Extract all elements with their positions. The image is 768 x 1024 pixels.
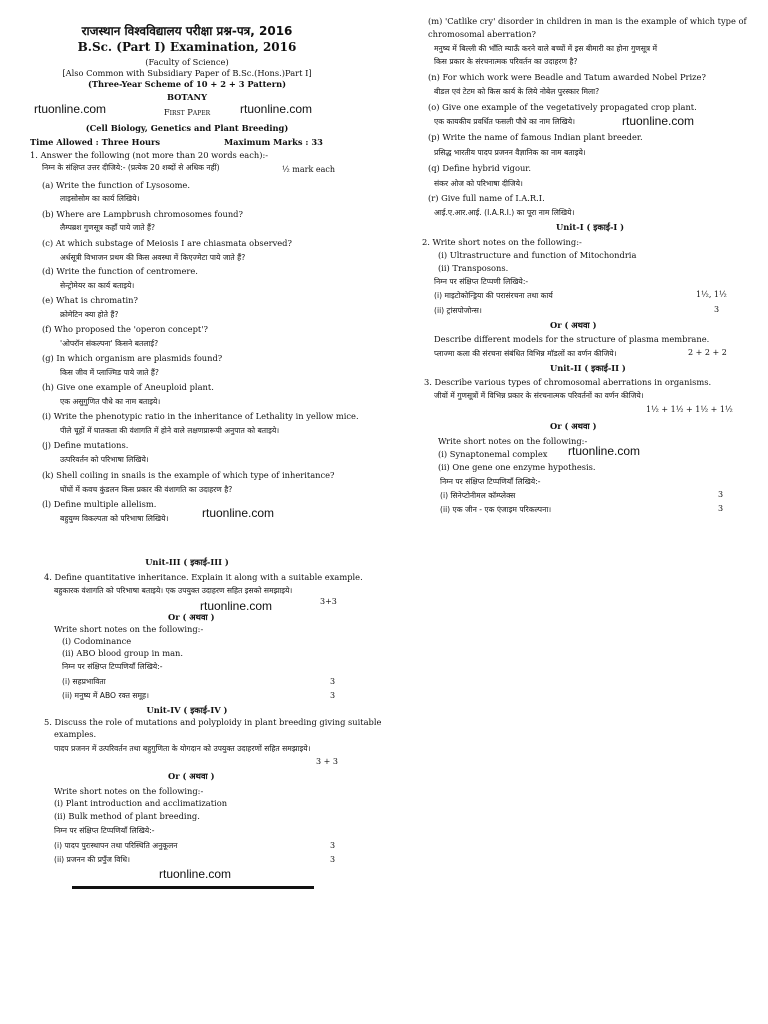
- q1-item-en: (g) In which organism are plasmids found?: [42, 353, 223, 363]
- q1-item-en: (d) Write the function of centromere.: [42, 266, 198, 276]
- unit4-heading: Unit-IV ( इकाई-IV ): [146, 705, 228, 715]
- q1-item-en: (f) Who proposed the 'operon concept'?: [42, 324, 208, 334]
- q1-intro-hindi: निम्न के संक्षिप्त उत्तर दीजिये:- (प्रत्येक 20 शब्दों से अधिक नहीं): [42, 163, 220, 172]
- maximum-marks: Maximum Marks : 33: [224, 137, 323, 147]
- q1-mark: ½ mark each: [282, 165, 336, 174]
- unit1-heading: Unit-I ( इकाई-I ): [556, 222, 625, 232]
- unit3-note-ii-hindi: (ii) मनुष्य में ABO रक्त समूह।: [62, 691, 149, 700]
- q2-text: 2. Write short notes on the following:-: [422, 237, 582, 247]
- watermark: rtuonline.com: [202, 506, 275, 520]
- q1-item-hi: किस जीव में प्लाज्मिड पाये जाते हैं?: [60, 368, 159, 377]
- unit1-notes-hindi: निम्न पर संक्षिप्त टिप्पणी लिखिये:-: [434, 277, 529, 286]
- unit2-or: Or ( अथवा ): [550, 421, 597, 431]
- unit1-note-i: (i) Ultrastructure and function of Mitochondria: [438, 250, 637, 260]
- unit3-heading: Unit-III ( इकाई-III ): [145, 557, 229, 567]
- unit1-alt-marks: 2 + 2 + 2: [688, 348, 727, 357]
- q1-item-hi: उत्परिवर्तन को परिभाषा लिखिये।: [60, 455, 149, 464]
- q1-item-hi: सेन्ट्रोमेयर का कार्य बताइये।: [60, 281, 135, 290]
- common-with-line: [Also Common with Subsidiary Paper of B.Sc.(Hons.)Part I]: [62, 68, 312, 78]
- unit1-or: Or ( अथवा ): [550, 320, 597, 330]
- unit1-mark-ii: 3: [714, 305, 720, 314]
- q1-item-hi: पीले चूहों में घातकता की वंशागति में होने वाले लक्षणप्रारूपी अनुपात को बताइये।: [60, 426, 280, 435]
- q5-text-hindi: पादप प्रजनन में उत्परिवर्तन तथा बहुगुणिता के योगदान को उपयुक्त उदाहरणों सहित समझाइये।: [54, 744, 311, 753]
- q3-marks: 1½ + 1½ + 1½ + 1½: [646, 405, 733, 414]
- paper-number: First Paper: [163, 107, 211, 117]
- unit4-note-i: (i) Plant introduction and acclimatization: [54, 798, 228, 808]
- q1-item-en: (i) Write the phenotypic ratio in the inheritance of Lethality in yellow mice.: [42, 411, 359, 421]
- unit3-notes-hindi: निम्न पर संक्षिप्त टिप्पणियाँ लिखिये:-: [62, 662, 163, 671]
- q4-text: 4. Define quantitative inheritance. Explain it along with a suitable example.: [44, 572, 363, 582]
- q1-item-en: (l) Define multiple allelism.: [42, 499, 157, 509]
- subject-name: BOTANY: [166, 92, 208, 102]
- end-rule: [72, 886, 314, 889]
- q1-item-hi: मनुष्य में बिल्ली की भाँति म्याऊँ करने वाले बच्चों में इस बीमारी का होना गुणसूत्र में: [434, 44, 658, 53]
- q5-text: 5. Discuss the role of mutations and polyploidy in plant breeding giving suitable: [44, 717, 382, 727]
- q5-marks: 3 + 3: [316, 757, 338, 766]
- unit1-mark-i: 1½, 1½: [696, 290, 727, 299]
- unit4-mark-i: 3: [330, 841, 336, 850]
- unit4-mark-ii: 3: [330, 855, 336, 864]
- q1-item-hi: किस प्रकार के संरचनात्मक परिवर्तन का उदाहरण है?: [434, 57, 578, 66]
- q1-item-en: (q) Define hybrid vigour.: [428, 163, 532, 173]
- q1-item-hi: बहुयुग्म विकल्पता को परिभाषा लिखिये।: [60, 514, 169, 523]
- unit2-notes: Write short notes on the following:-: [438, 436, 588, 446]
- unit3-note-ii: (ii) ABO blood group in man.: [62, 648, 183, 658]
- q1-item-hi: एक कायकीय प्रवर्धित फसली पौधे का नाम लिखिये।: [434, 117, 575, 126]
- unit3-or: Or ( अथवा ): [168, 612, 215, 622]
- q1-item-en: (k) Shell coiling in snails is the example of which type of inheritance?: [42, 470, 335, 480]
- unit3-mark-i: 3: [330, 677, 336, 686]
- q1-item-en: (e) What is chromatin?: [42, 295, 138, 305]
- q1-item-en: (c) At which substage of Meiosis I are chiasmata observed?: [42, 238, 292, 248]
- watermark: rtuonline.com: [159, 867, 232, 881]
- time-allowed: Time Allowed : Three Hours: [30, 137, 161, 147]
- q3-text-hindi: जीवों में गुणसूत्रों में विभिन्न प्रकार के संरचनात्मक परिवर्तनों का वर्णन कीजिये।: [434, 391, 644, 400]
- q4-marks: 3+3: [320, 597, 337, 606]
- faculty-line: (Faculty of Science): [145, 57, 229, 67]
- unit3-note-i-hindi: (i) सहप्रभाविता: [62, 677, 106, 686]
- unit1-note-i-hindi: (i) माइटोकोन्ड्रिया की परासंरचना तथा कार्य: [434, 291, 553, 300]
- unit3-notes: Write short notes on the following:-: [54, 624, 204, 634]
- q1-item-en: (p) Write the name of famous Indian plant breeder.: [428, 132, 643, 142]
- q1-item-hi: अर्धसूत्री विभाजन प्रथम की किस अवस्था में किएज्मेटा पाये जाते हैं?: [60, 253, 246, 262]
- q1-item-hi: आई.ए.आर.आई. (I.A.R.I.) का पूरा नाम लिखिये।: [434, 208, 575, 217]
- unit1-alt-question-hindi: प्लाज्मा कला की संरचना संबंधित विभिन्न मॉडलों का वर्णन कीजिये।: [434, 349, 617, 358]
- unit4-notes: Write short notes on the following:-: [54, 786, 204, 796]
- q1-item-hi: एक असुगुणित पौधे का नाम बताइये।: [60, 397, 161, 406]
- q1-item-hi: घोंघों में कवच कुंडलन किस प्रकार की वंशागति का उदाहरण है?: [60, 485, 233, 494]
- q1-item-en: (a) Write the function of Lysosome.: [42, 180, 190, 190]
- unit1-note-ii: (ii) Transposons.: [438, 263, 509, 273]
- watermark: rtuonline.com: [200, 599, 273, 613]
- unit1-note-ii-hindi: (ii) ट्रांसपोजोन्स।: [434, 306, 482, 315]
- watermark: rtuonline.com: [568, 444, 641, 458]
- q1-item-en: (r) Give full name of I.A.R.I.: [428, 193, 545, 203]
- paper-title: (Cell Biology, Genetics and Plant Breeding): [85, 123, 289, 133]
- q1-item-hi: लैम्पब्रश गुणसूत्र कहाँ पाये जाते हैं?: [60, 223, 156, 232]
- q1-item-en: (j) Define mutations.: [42, 440, 129, 450]
- unit2-note-ii-hindi: (ii) एक जीन - एक एंजाइम परिकल्पना।: [440, 505, 552, 514]
- q3-text: 3. Describe various types of chromosomal aberrations in organisms.: [424, 377, 712, 387]
- unit2-note-i-hindi: (i) सिनेप्टोनीमल कॉम्प्लेक्स: [440, 491, 516, 500]
- unit1-alt-question: Describe different models for the structure of plasma membrane.: [434, 334, 710, 344]
- watermark: rtuonline.com: [240, 102, 313, 116]
- q1-item-en: (m) 'Catlike cry' disorder in children in man is the example of which type of: [428, 16, 747, 26]
- unit2-note-ii: (ii) One gene one enzyme hypothesis.: [438, 462, 596, 472]
- unit4-note-i-hindi: (i) पादप पुरःस्थापन तथा परिस्थिति अनुकूलन: [54, 841, 178, 850]
- unit2-note-i: (i) Synaptonemal complex: [438, 449, 548, 459]
- q1-item-hi: प्रसिद्ध भारतीय पादप प्रजनन वैज्ञानिक का नाम बताइये।: [434, 148, 586, 157]
- exam-title: B.Sc. (Part I) Examination, 2016: [77, 40, 297, 54]
- watermark: rtuonline.com: [622, 114, 695, 128]
- unit4-notes-hindi: निम्न पर संक्षिप्त टिप्पणियाँ लिखिये:-: [54, 826, 155, 835]
- q1-item-hi: लाइसोसोम का कार्य लिखिये।: [60, 194, 140, 203]
- unit4-or: Or ( अथवा ): [168, 771, 215, 781]
- unit4-note-ii-hindi: (ii) प्रजनन की प्रपुँज विधि।: [54, 855, 130, 864]
- unit2-mark-i: 3: [718, 490, 724, 499]
- q1-item-en: (o) Give one example of the vegetatively propagated crop plant.: [428, 102, 697, 112]
- unit2-notes-hindi: निम्न पर संक्षिप्त टिप्पणियाँ लिखिये:-: [440, 477, 541, 486]
- q1-intro: 1. Answer the following (not more than 20 words each):-: [30, 150, 269, 160]
- q1-item-en: (n) For which work were Beadle and Tatum awarded Nobel Prize?: [428, 72, 706, 82]
- watermark: rtuonline.com: [34, 102, 107, 116]
- q5-text-cont: examples.: [54, 729, 97, 739]
- q1-item-hi: बीडल एवं टेटम को किस कार्य के लिये नोबेल पुरस्कार मिला?: [434, 87, 600, 96]
- q1-item-hi: क्रोमेटिन क्या होते हैं?: [60, 310, 119, 319]
- q1-item-en: (b) Where are Lampbrush chromosomes found?: [42, 209, 243, 219]
- unit3-note-i: (i) Codominance: [62, 636, 132, 646]
- unit3-mark-ii: 3: [330, 691, 336, 700]
- q4-text-hindi: बहुकारक वंशागति को परिभाषा बताइये। एक उपयुक्त उदाहरण सहित इसको समझाइये।: [54, 586, 293, 595]
- q1-item-en: chromosomal aberration?: [428, 29, 536, 39]
- q1-item-hi: संकर ओज को परिभाषा दीजिये।: [434, 179, 523, 188]
- unit4-note-ii: (ii) Bulk method of plant breeding.: [54, 811, 200, 821]
- unit2-heading: Unit-II ( इकाई-II ): [550, 363, 626, 373]
- unit2-mark-ii: 3: [718, 504, 724, 513]
- q1-item-hi: 'ओपरॉन संकल्पना' किसने बतलाई?: [60, 339, 159, 348]
- scheme-line: (Three-Year Scheme of 10 + 2 + 3 Pattern): [87, 79, 287, 89]
- hindi-exam-title: राजस्थान विश्वविद्यालय परीक्षा प्रश्न-पत्र, 2016: [81, 24, 293, 38]
- q1-item-en: (h) Give one example of Aneuploid plant.: [42, 382, 214, 392]
